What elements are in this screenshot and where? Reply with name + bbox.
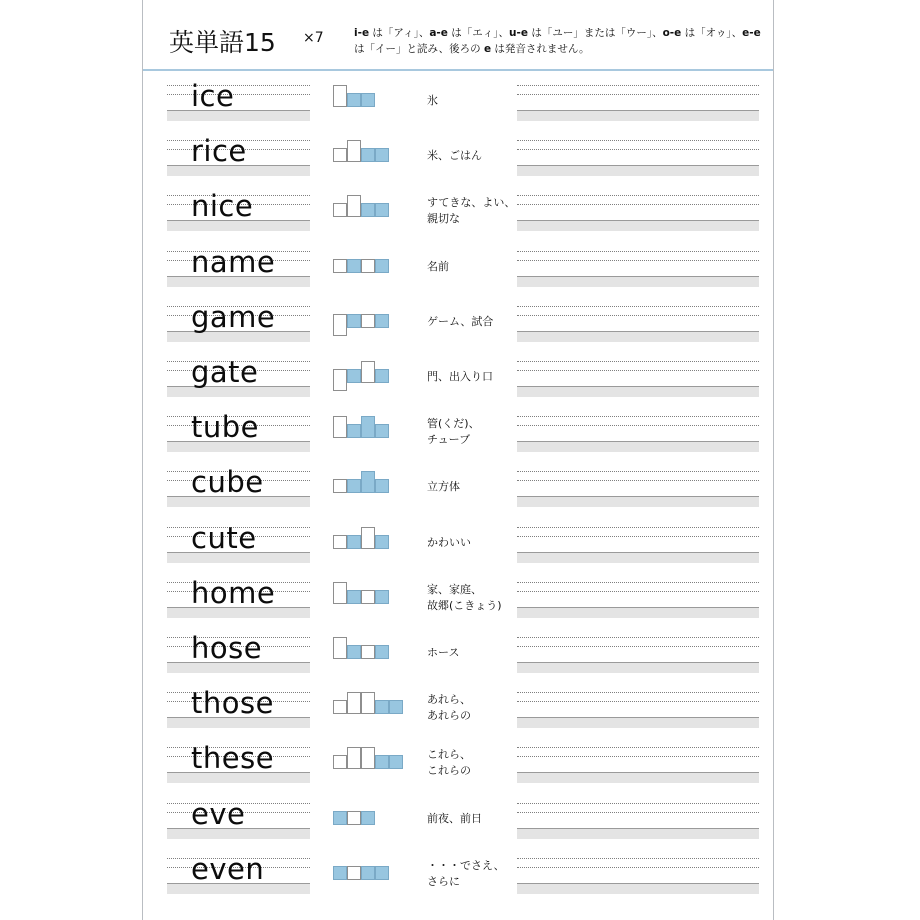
japanese-meaning [427, 148, 482, 164]
japanese-meaning [427, 811, 482, 827]
meaning-line: ホース [427, 646, 460, 659]
meaning-line: 門、出入り口 [427, 370, 493, 383]
writing-guide-lines [517, 195, 759, 231]
japanese-meaning [427, 416, 480, 448]
word-row [143, 737, 773, 792]
word-row [143, 572, 773, 627]
letter-box [389, 755, 403, 769]
writing-guide-lines [167, 85, 310, 121]
letter-box [347, 93, 361, 107]
letter-box [333, 85, 347, 107]
english-word: even [191, 851, 265, 886]
letter-box [347, 424, 361, 438]
letter-box [361, 692, 375, 714]
letter-box [347, 259, 361, 273]
letter-box [347, 369, 361, 383]
letter-box [333, 535, 347, 549]
letter-box [361, 203, 375, 217]
japanese-meaning [427, 535, 471, 551]
pronunciation-note: i-e は「アィ」、a-e は「エィ」、u-e は「ユー」または「ウー」、o-e は「オゥ」、e-e は「イー」と読み、後ろの e は発音されません。 [354, 27, 761, 55]
meaning-line: 米、ごはん [427, 149, 482, 163]
meaning-line: 親切な [427, 212, 460, 226]
english-word: gate [191, 355, 259, 389]
writing-guide-lines [517, 416, 759, 452]
meaning-line: ゲーム、試合 [427, 314, 494, 328]
letter-box [347, 535, 361, 549]
writing-guide-lines [517, 251, 759, 287]
meaning-line: 故郷(こきょう) [427, 598, 502, 612]
letter-box [375, 369, 389, 383]
japanese-meaning [427, 93, 438, 109]
letter-box [375, 148, 389, 162]
english-word: hose [191, 631, 263, 665]
letter-box [389, 700, 403, 714]
letter-box [333, 203, 347, 217]
letter-box [361, 811, 375, 825]
letter-box [375, 314, 389, 328]
letter-box [347, 747, 361, 769]
meaning-line: あれら、 [427, 693, 471, 707]
letter-box [361, 93, 375, 107]
writing-guide-lines [517, 527, 759, 563]
writing-guide-lines [517, 747, 759, 783]
japanese-meaning [427, 692, 471, 724]
meaning-line: 立方体 [427, 480, 460, 494]
letter-box [347, 479, 361, 493]
word-row [143, 185, 773, 240]
worksheet-header [143, 0, 773, 71]
english-word: rice [191, 134, 247, 169]
writing-guide-lines [517, 692, 759, 728]
meaning-line: 家、家庭、 [427, 582, 482, 596]
letter-box [333, 700, 347, 714]
letter-box [375, 203, 389, 217]
letter-box [333, 755, 347, 769]
english-word: ice [191, 79, 235, 113]
letter-box [347, 590, 361, 604]
letter-box [333, 148, 347, 162]
letter-box [347, 692, 361, 714]
word-row [143, 627, 773, 682]
letter-box [333, 582, 347, 604]
letter-box [361, 866, 375, 880]
english-word: nice [191, 189, 254, 224]
letter-box [333, 369, 347, 391]
word-row [143, 517, 773, 572]
letter-box [347, 195, 361, 217]
meaning-line: 氷 [427, 94, 438, 107]
worksheet-page [142, 0, 774, 920]
word-row [143, 848, 773, 903]
letter-box [375, 424, 389, 438]
meaning-line: これらの [427, 764, 471, 778]
japanese-meaning [427, 858, 505, 890]
writing-guide-lines [517, 858, 759, 894]
letter-box [333, 479, 347, 493]
japanese-meaning [427, 259, 449, 275]
japanese-meaning [427, 369, 493, 385]
letter-box [361, 590, 375, 604]
meaning-line: ・・・でさえ、 [427, 858, 505, 872]
letter-box [361, 148, 375, 162]
word-row [143, 406, 773, 461]
meaning-line: 名前 [427, 259, 449, 273]
writing-guide-lines [517, 637, 759, 673]
meaning-line: すてきな、よい、 [427, 196, 516, 210]
writing-guide-lines [517, 471, 759, 507]
letter-box [361, 645, 375, 659]
letter-box [347, 866, 361, 880]
letter-box [375, 700, 389, 714]
letter-box [347, 140, 361, 162]
english-word: tube [191, 410, 260, 445]
letter-box [333, 314, 347, 336]
english-word: home [191, 575, 276, 610]
letter-box [375, 755, 389, 769]
letter-box [375, 259, 389, 273]
repeat-count: ×7 [303, 30, 324, 46]
english-word: these [191, 741, 275, 776]
word-row [143, 461, 773, 516]
word-row [143, 130, 773, 185]
japanese-meaning [427, 479, 460, 495]
japanese-meaning [427, 195, 515, 227]
word-row [143, 793, 773, 848]
english-word: game [191, 299, 276, 334]
letter-box [361, 259, 375, 273]
letter-box [375, 479, 389, 493]
letter-box [347, 645, 361, 659]
japanese-meaning [427, 582, 502, 614]
letter-box [361, 471, 375, 493]
english-word: cube [191, 465, 264, 500]
japanese-meaning [427, 645, 459, 661]
letter-box [333, 259, 347, 273]
writing-guide-lines [517, 140, 759, 176]
japanese-meaning [427, 747, 471, 779]
worksheet-title: 英単語15 [169, 28, 276, 57]
letter-box [361, 314, 375, 328]
letter-box [375, 590, 389, 604]
letter-box [375, 535, 389, 549]
meaning-line: かわいい [427, 535, 471, 549]
writing-guide-lines [517, 361, 759, 397]
letter-box [361, 416, 375, 438]
meaning-line: 前夜、前日 [427, 811, 482, 825]
letter-box [361, 361, 375, 383]
letter-box [361, 527, 375, 549]
word-row [143, 351, 773, 406]
letter-box [347, 314, 361, 328]
english-word: those [191, 686, 274, 721]
meaning-line: これら、 [427, 748, 471, 762]
meaning-line: チューブ [427, 433, 471, 447]
writing-guide-lines [517, 803, 759, 839]
letter-box [333, 866, 347, 880]
word-row [143, 296, 773, 351]
letter-box [375, 645, 389, 659]
writing-guide-lines [517, 582, 759, 618]
english-word: eve [191, 796, 246, 831]
writing-guide-lines [517, 85, 759, 121]
meaning-line: 管(くだ)、 [427, 417, 480, 431]
letter-box [333, 811, 347, 825]
meaning-line: さらに [427, 874, 460, 888]
writing-guide-lines [517, 306, 759, 342]
meaning-line: あれらの [427, 709, 471, 723]
letter-box [347, 811, 361, 825]
japanese-meaning [427, 314, 493, 330]
letter-box [361, 747, 375, 769]
word-row [143, 241, 773, 296]
english-word: name [191, 244, 276, 279]
english-word: cute [191, 520, 257, 555]
letter-box [333, 416, 347, 438]
letter-box [375, 866, 389, 880]
word-row [143, 682, 773, 737]
word-row [143, 75, 773, 130]
letter-box [333, 637, 347, 659]
